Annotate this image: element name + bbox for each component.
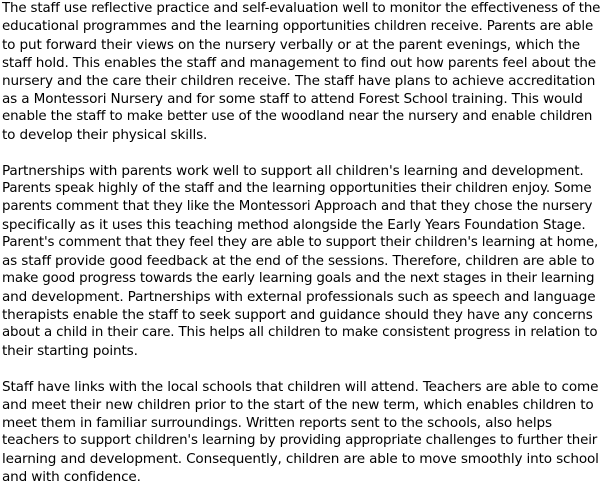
text-line: about a child in their care. This helps all children to make consistent progress in relation to — [2, 325, 598, 340]
text-line: Parents speak highly of the staff and the learning opportunities their children enjoy. Some — [2, 181, 592, 196]
text-line: educational programmes and the learning opportunities children receive. Parents are able — [2, 19, 594, 34]
text-line: as staff provide good feedback at the end of the sessions. Therefore, children are able to — [2, 253, 595, 269]
text-line: parents comment that they like the Montessori Approach and that they chose the nursery — [2, 199, 593, 214]
text-line: their starting points. — [2, 343, 138, 359]
text-line: to develop their physical skills. — [2, 127, 208, 143]
text-line: specifically as it uses this teaching method alongside the Early Years Foundation Stage. — [2, 217, 586, 233]
text-line: and development. Partnerships with external professionals such as speech and language — [2, 289, 596, 305]
text-line: The staff use reflective practice and self-evaluation well to monitor the effectiveness of the — [2, 1, 601, 16]
text-line: staff hold. This enables the staff and management to find out how parents feel about the — [2, 55, 597, 71]
text-line: and meet their new children prior to the start of the new term, which enables children to — [2, 397, 594, 413]
text-line: make good progress towards the early learning goals and the next stages in their learning — [2, 271, 595, 286]
document-body — [2, 0, 600, 486]
paragraph-partnerships-with-parents — [2, 162, 600, 360]
text-line: learning and development. Consequently, children are able to move smoothly into school — [2, 451, 599, 467]
text-line: Partnerships with parents work well to support all children's learning and development. — [2, 163, 584, 179]
text-line: to put forward their views on the nursery verbally or at the parent evenings, which the — [2, 37, 581, 53]
text-line: meet them in familiar surroundings. Written reports sent to the schools, also helps — [2, 415, 552, 431]
text-line: enable the staff to make better use of the woodland near the nursery and enable children — [2, 109, 593, 124]
paragraph-self-evaluation — [2, 0, 600, 144]
text-line: Parent's comment that they feel they are able to support their children's learning at home, — [2, 235, 599, 250]
text-line: teachers to support children's learning by providing appropriate challenges to further their — [2, 433, 598, 448]
text-line: as a Montessori Nursery and for some staff to attend Forest School training. This would — [2, 91, 583, 107]
text-line: and with confidence. — [2, 469, 141, 485]
paragraph-links-with-schools — [2, 378, 600, 486]
text-line: nursery and the care their children receive. The staff have plans to achieve accreditation — [2, 73, 596, 89]
text-line: Staff have links with the local schools that children will attend. Teachers are able to come — [2, 379, 599, 395]
text-line: therapists enable the staff to seek support and guidance should they have any concerns — [2, 307, 593, 323]
